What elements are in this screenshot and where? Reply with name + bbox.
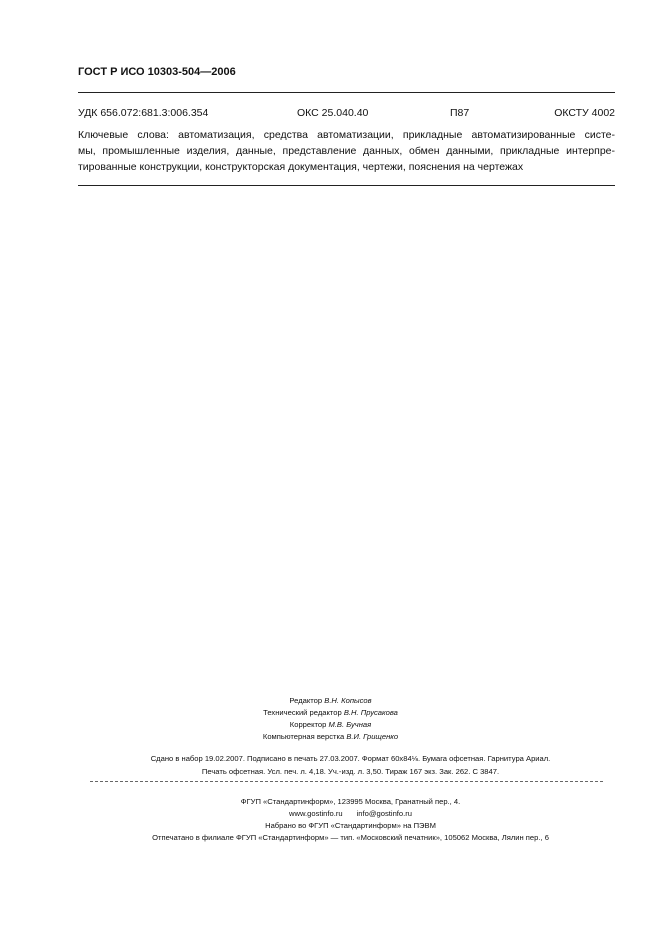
- keywords-line: тированные конструкции, конструкторская документация, чертежи, пояснения на чертежах: [78, 161, 524, 173]
- publisher-website: www.gostinfo.ru: [288, 809, 343, 818]
- layout-name: В.И. Грищенко: [346, 732, 399, 741]
- tech-editor-credit: Технический редактор В.Н. Прусакова: [263, 708, 398, 717]
- corrector-name: М.В. Бучная: [328, 720, 372, 729]
- keywords-line: мы, промышленные изделия, данные, представление данных, обмен данными, прикладные интерпре-: [78, 145, 615, 157]
- classification-row: [78, 107, 615, 121]
- udk-code: УДК 656.072:681.3:006.354: [78, 107, 209, 119]
- corrector-credit: Корректор М.В. Бучная: [289, 720, 372, 729]
- print-imprint: [78, 752, 623, 778]
- typeset-note: Набрано во ФГУП «Стандартинформ» на ПЭВМ: [265, 821, 436, 830]
- oks-code: ОКС 25.040.40: [297, 107, 369, 119]
- p-code: П87: [450, 107, 470, 119]
- editor-credit: Редактор В.Н. Копысов: [289, 696, 372, 705]
- staff-credits: [0, 695, 661, 743]
- publisher-address: ФГУП «Стандартинформ», 123995 Москва, Гранатный пер., 4.: [240, 797, 461, 806]
- publisher-contacts: [78, 808, 623, 820]
- standard-title: ГОСТ Р ИСО 10303-504—2006: [78, 66, 236, 78]
- okstu-code: ОКСТУ 4002: [554, 107, 615, 119]
- tech-editor-name: В.Н. Прусакова: [343, 708, 398, 717]
- imprint-line: Печать офсетная. Усл. печ. л. 4,18. Уч.-изд. л. 3,50. Тираж 167 экз. Зак. 262. С 3847.: [201, 767, 500, 776]
- keywords-rule: [78, 185, 615, 186]
- printed-note: Отпечатано в филиале ФГУП «Стандартинформ» — тип. «Московский печатник», 105062 Москва, Лялин пер., 6: [152, 833, 549, 842]
- editor-name: В.Н. Копысов: [324, 696, 372, 705]
- publisher-info: [78, 796, 623, 844]
- keywords-paragraph: [78, 127, 615, 175]
- imprint-line: Сдано в набор 19.02.2007. Подписано в печать 27.03.2007. Формат 60x84⅛. Бумага офсетная. Гарнитура Ариал.: [150, 754, 551, 763]
- dashed-divider: [90, 781, 603, 782]
- publisher-email: info@gostinfo.ru: [356, 809, 413, 818]
- keywords-line: Ключевые слова: автоматизация, средства автоматизации, прикладные автоматизированные систе-: [78, 129, 615, 141]
- header-rule: [78, 92, 615, 93]
- layout-credit: Компьютерная верстка В.И. Грищенко: [262, 732, 399, 741]
